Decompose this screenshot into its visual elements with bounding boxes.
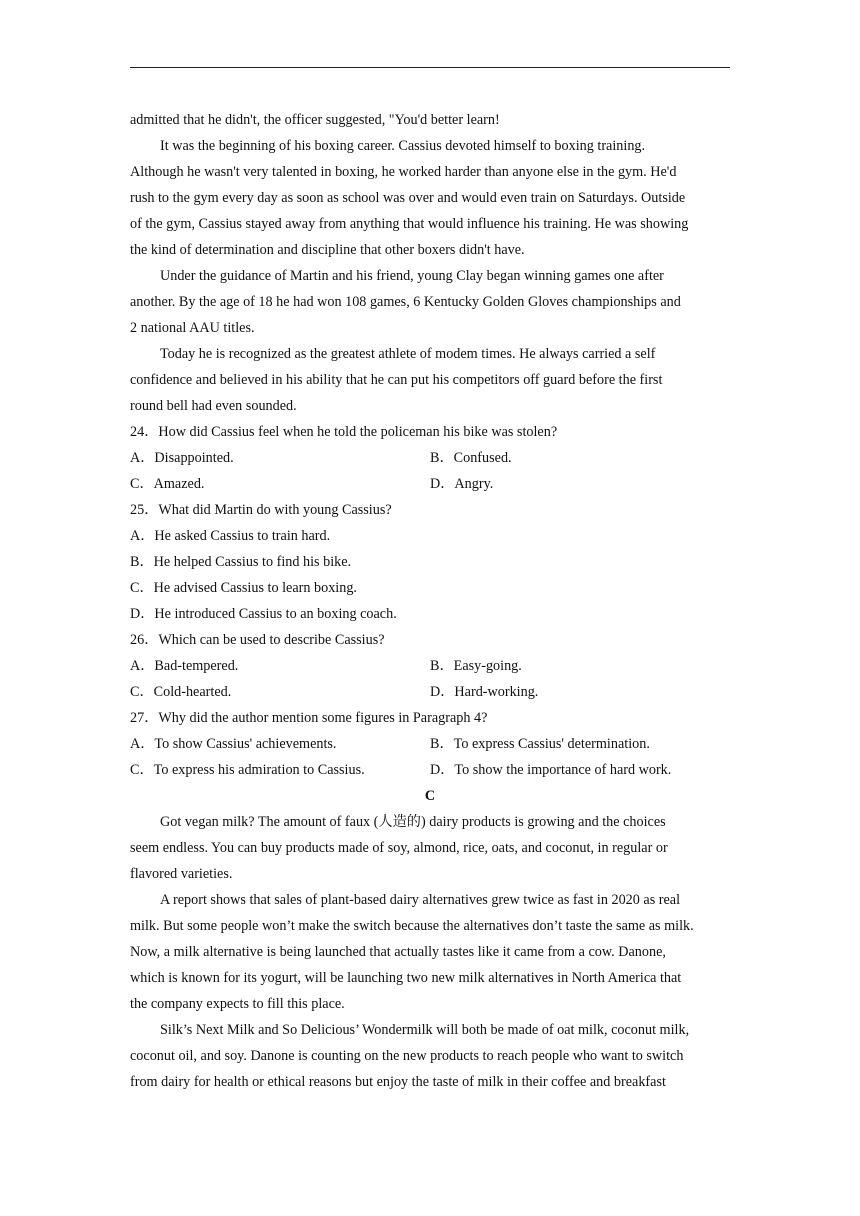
passage-b-line: the kind of determination and discipline that other boxers didn't have. bbox=[130, 242, 525, 258]
question-stem: 24．How did Cassius feel when he told the policeman his bike was stolen? bbox=[130, 424, 558, 440]
answer-option: C．To express his admiration to Cassius. bbox=[130, 762, 365, 778]
question-stem: 26．Which can be used to describe Cassius? bbox=[130, 632, 385, 648]
answer-option: D．Hard-working. bbox=[430, 684, 539, 700]
answer-option: D．To show the importance of hard work. bbox=[430, 762, 672, 778]
answer-option: A．To show Cassius' achievements. bbox=[130, 736, 337, 752]
answer-option: D．Angry. bbox=[430, 476, 494, 492]
passage-b-line: 2 national AAU titles. bbox=[130, 320, 255, 336]
passage-c-line: coconut oil, and soy. Danone is counting on the new products to reach people who want to switch bbox=[130, 1048, 684, 1064]
passage-c-line: A report shows that sales of plant-based dairy alternatives grew twice as fast in 2020 as real bbox=[160, 892, 681, 908]
option-row bbox=[130, 445, 736, 471]
header-rule bbox=[130, 67, 730, 68]
passage-c-line: the company expects to fill this place. bbox=[130, 996, 345, 1012]
answer-option: C．Amazed. bbox=[130, 476, 205, 492]
passage-b-line: confidence and believed in his ability that he can put his competitors off guard before the first bbox=[130, 372, 663, 388]
option-row bbox=[130, 653, 736, 679]
option-row bbox=[130, 471, 736, 497]
answer-option: B．Confused. bbox=[430, 450, 512, 466]
answer-option: D．He introduced Cassius to an boxing coach. bbox=[130, 606, 397, 622]
option-row bbox=[130, 731, 736, 757]
answer-option: B．He helped Cassius to find his bike. bbox=[130, 554, 352, 570]
passage-b-line: Under the guidance of Martin and his friend, young Clay began winning games one after bbox=[160, 268, 664, 284]
passage-b-line: Although he wasn't very talented in boxing, he worked harder than anyone else in the gym. He'd bbox=[130, 164, 677, 180]
passage-b-line: Today he is recognized as the greatest athlete of modem times. He always carried a self bbox=[160, 346, 656, 362]
passage-b-line: It was the beginning of his boxing career. Cassius devoted himself to boxing training. bbox=[160, 138, 646, 154]
passage-c-line: Got vegan milk? The amount of faux (人造的) dairy products is growing and the choices bbox=[160, 814, 666, 830]
passage-c-line: seem endless. You can buy products made of soy, almond, rice, oats, and coconut, in regular or bbox=[130, 840, 668, 856]
question-stem: 27．Why did the author mention some figures in Paragraph 4? bbox=[130, 710, 488, 726]
passage-c-line: Silk’s Next Milk and So Delicious’ Wondermilk will both be made of oat milk, coconut milk, bbox=[160, 1022, 690, 1038]
option-row bbox=[130, 757, 736, 783]
answer-option: B．To express Cassius' determination. bbox=[430, 736, 650, 752]
passage-b-line: round bell had even sounded. bbox=[130, 398, 297, 414]
section-title: C bbox=[424, 788, 436, 804]
answer-option: A．Disappointed. bbox=[130, 450, 234, 466]
passage-b-line: another. By the age of 18 he had won 108 games, 6 Kentucky Golden Gloves championships and bbox=[130, 294, 681, 310]
passage-b-line: of the gym, Cassius stayed away from anything that would influence his training. He was showing bbox=[130, 216, 689, 232]
passage-c-line: which is known for its yogurt, will be launching two new milk alternatives in North America that bbox=[130, 970, 682, 986]
answer-option: A．Bad-tempered. bbox=[130, 658, 239, 674]
passage-c-line: from dairy for health or ethical reasons but enjoy the taste of milk in their coffee and breakfast bbox=[130, 1074, 666, 1090]
passage-b-line: rush to the gym every day as soon as school was over and would even train on Saturdays. Outside bbox=[130, 190, 686, 206]
page-content bbox=[130, 107, 736, 1095]
answer-option: B．Easy-going. bbox=[430, 658, 522, 674]
question-stem: 25．What did Martin do with young Cassius? bbox=[130, 502, 392, 518]
passage-b-line: admitted that he didn't, the officer suggested, "You'd better learn! bbox=[130, 112, 500, 128]
answer-option: C．Cold-hearted. bbox=[130, 684, 232, 700]
answer-option: C．He advised Cassius to learn boxing. bbox=[130, 580, 357, 596]
option-row bbox=[130, 679, 736, 705]
passage-c-line: milk. But some people won’t make the switch because the alternatives don’t taste the same as milk. bbox=[130, 918, 694, 934]
passage-c-line: Now, a milk alternative is being launched that actually tastes like it came from a cow. Danone, bbox=[130, 944, 666, 960]
passage-c-line: flavored varieties. bbox=[130, 866, 233, 882]
answer-option: A．He asked Cassius to train hard. bbox=[130, 528, 331, 544]
